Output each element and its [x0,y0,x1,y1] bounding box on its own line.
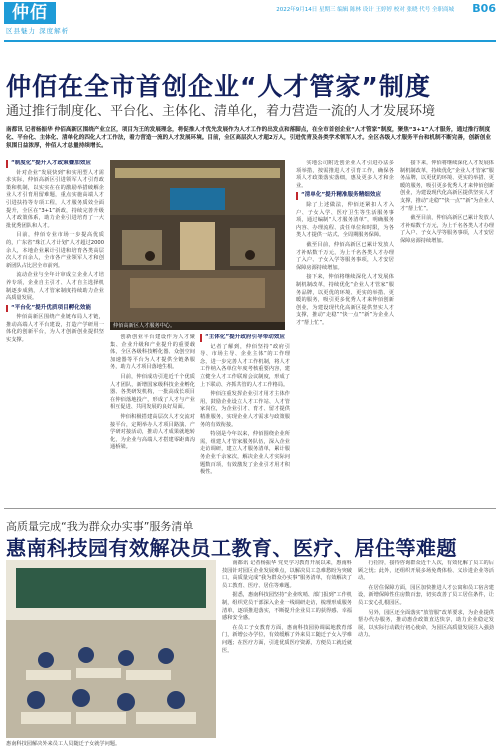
paragraph: 除了上述做法，仲佰还紧扣人才入户、子女入学、医疗卫生等生活服务事项，通过编制“人才服务清单”，明确服务内容、办理流程、责任单位和时限，为各类人才提供一站式、全周期服务保障。 [296,201,394,239]
masthead [0,0,500,40]
paragraph: 实地公司附近创企业人才引进办法多项举措，按需推进人才引育工作，确保各项人才政策落实落细，惠及更多人才和企业。 [296,160,394,189]
paragraph: 仲佰高新区围绕产业链布局人才链，推动高端人才平台建设，打造产学研用一体化的创新平台，为人才创新创业提供坚实支撑。 [6,314,104,344]
paragraph: 创新创业平台建设作为人才聚集、企业升级和产业提升的重要载体，全区各级科技孵化器、众创空间加速器等平台为人才提供全链条服务，助力人才项目落地生根。 [110,334,195,371]
paragraph: 在居住保障方面，园区加快推进人才公寓和员工宿舍建设，新增保障性住房数百套，切实改善了员工居住条件，让员工安心扎根园区。 [358,584,494,606]
article1-lead: 南都讯 记者杨振华 仲佰高新区围绕产业立区，项目为王的发展理念，将促推人才优先发展作为人才工作的出发点和落脚点，在全市首创企业“人才管家”制度，聚焦“3+1”人才服务，通过推行制度化、平台化、主体化、清单化的四化人才工作法，着力营造一流的人才发展环境。目前，全区高层次人才超2万人，引进优青及各类学术领军人才。全区各级人才服务平台和机制不断完善，创新创业氛围日益浓厚，仲佰人才总量持续增长。 [6,127,491,149]
photo-caption: 仲佰高新区人才服务中心。 [110,322,285,330]
section-slogan: 区县魅力 深度解析 [6,27,70,35]
issue-info: 2022年9月14日 星期三 编辑 陈林 设计 王婷婷 校对 张晓 代号 全职商城 [276,7,454,13]
paragraph: 据悉，惠南科技园坚持“企业吹哨、部门报到”工作机制，组织党员干部深入企业一线调研走访，梳理形成服务清单，逐项推进落实，不断提升企业员工的获得感、幸福感和安全感。 [222,592,352,622]
article1-column-5 [400,160,494,495]
paragraph: 另外，园区还全面落实“放管服”改革要求，为企业提供帮办代办服务，推动惠企政策直达快享，助力企业稳定发展，以实际行动践行初心使命，为园区高质量发展注入强劲动力。 [358,609,494,639]
article2-column-1 [222,560,352,745]
section-heading: “主体化”提升政府引导带动效应 [200,334,290,342]
paragraph: 南都讯 记者杨振华 党史学习教育开展以来，惠南科技园针对园区企业发展难点，以解决员工急难愁盼为突破口，高质量完成“我为群众办实事”服务清单，有效解决了员工教育、医疗、居住等难题。 [222,560,352,589]
article-divider [4,508,496,509]
paragraph: 特别是今年以来，仲佰围绕企业所需，组建人才管家服务队伍，深入企业走访调研，建立人才服务清单，累计服务企业千余家次，解决企业人才实际问题数百项，有效激发了企业引才用才积极性。 [200,431,290,476]
paragraph: 接下来，仲佰将继续深化人才发展体制机制改革，持续优化“企业人才管家”服务品牌，以更优的环境、更实的举措、更暖的服务，吸引更多优秀人才来仲佰创新创业，为建设现代化高新区提供坚实人才支撑，推动“走稳”“快一点”“新”为企业人才“帮上忙”。 [296,274,394,326]
paragraph: 接下来，仲佰将继续深化人才发展体制机制改革，持续优化“企业人才管家”服务品牌，以更优的环境、更实的举措、更暖的服务，吸引更多优秀人才来仲佰创新创业，为建设现代化高新区提供坚实人才支撑，推动“走稳”“快一点”“新”为企业人才“帮上忙”。 [400,160,494,212]
section-heading: “平台化”提升优质项目孵化效能 [6,305,104,313]
paragraph: 针对企业“发展快到”和实用型人才需求实际，仲佰高新区引进领军人才引育政策和机制，以实实在在的激励举措破解企业人才引育用留难题，重点实施高端人才引进扶持等专项工程，人才服务质效全面提升，全区在“3+1”新政，持续完善升级人才政策体系，助力企业引进培育了一大批优秀团队和人才。 [6,169,104,229]
article1-column-4 [296,160,394,495]
paragraph: 截至目前，仲佰高新区已累计发放人才补贴数千万元，为上千名各类人才办理了入户、子女入学等服务事项，人才安居保障房源持续增加。 [296,241,394,271]
masthead-rule [4,40,496,42]
article2-photo [6,560,216,738]
article2-column-2 [358,560,494,745]
office-lobby-image [110,160,285,330]
section-heading: “制度化”提升人才政策叠加效应 [6,160,104,168]
article1-column-3 [200,334,290,494]
paragraph: 记者了解到，仲佰坚持“政府引导、市场主导、企业主体”的工作理念，进一步完善人才工作机制，将人才工作纳入各单位年度考核重要内容，建立健全人才工作联席会议制度，形成了上下联动、齐抓共管的人才工作格局。 [200,343,290,388]
paragraph: 在员工子女教育方面，惠南科技园协调属地教育部门，新增公办学位，有效缓解了外来员工随迁子女入学难问题；在医疗方面，引进优质医疗资源，方便员工就近就医。 [222,624,352,654]
article1-column-1 [6,160,104,495]
article1-column-2 [110,334,195,494]
article1-photo [110,160,285,330]
newspaper-logo: 仲佰 [4,2,56,24]
classroom-image [6,560,216,738]
paragraph: 目前，仲佰成功引进近千个优质人才团队，新增国家级科技企业孵化器、各类研发机构，一批高成长项目在仲佰落地投产，形成了人才与产业相互促进、共同发展的良好局面。 [110,373,195,411]
article2-headline: 惠南科技园有效解决员工教育、医疗、居住等难题 [6,536,457,560]
paragraph: 截至目前，仲佰高新区已累计发放人才补贴数千万元，为上千名各类人才办理了入户、子女入学等服务事项，人才安居保障房源持续增加。 [400,215,494,244]
paragraph: 仲佰注重发挥企业引才用才主体作用，鼓励企业设立人才工作站、人才管家岗位，为企业引才、育才、留才提供精准服务，实现企业人才需求与政策服务的有效衔接。 [200,391,290,428]
photo-caption: 惠南科技园解决外来员工人员随迁子女就学问题。 [6,741,121,747]
section-heading: “清单化”提升精准服务精细效应 [296,192,394,200]
article1-headline: 仲佰在全市首创企业“人才管家”制度 [6,72,431,101]
article1-subheadline: 通过推行制度化、平台化、主体化、清单化，着力营造一流的人才发展环境 [6,104,436,119]
paragraph: 目前，仲佰专业市场一步提高优质的，广东省“珠江人才计划”人才超过2000余人，本地企业累计引进和培育各类高层次人才百余人，全市各产业领军人才和创新团队占比居全市前列。 [6,232,104,269]
article2-kicker: 高质量完成“我为群众办实事”服务清单 [6,520,194,533]
paragraph: 行招待，接待咨询群众近千人次，有效化解了员工的后顾之忧；此外，还组织开展多场免费体检、义诊进企业等活动。 [358,560,494,582]
paragraph: 仲佰积极搭建高层次人才交流对接平台，定期举办人才项目路演、产学研对接活动，推动人才成果就地转化，为企业与高端人才搭建零距离沟通桥梁。 [110,413,195,451]
paragraph: 流动企业与全年计审成立企业人才培养专项，企业自主引才、人才自主选择机制逐步成熟，人才管家制度持续助力企业高质量发展。 [6,272,104,302]
page-number: B06 [472,2,496,15]
